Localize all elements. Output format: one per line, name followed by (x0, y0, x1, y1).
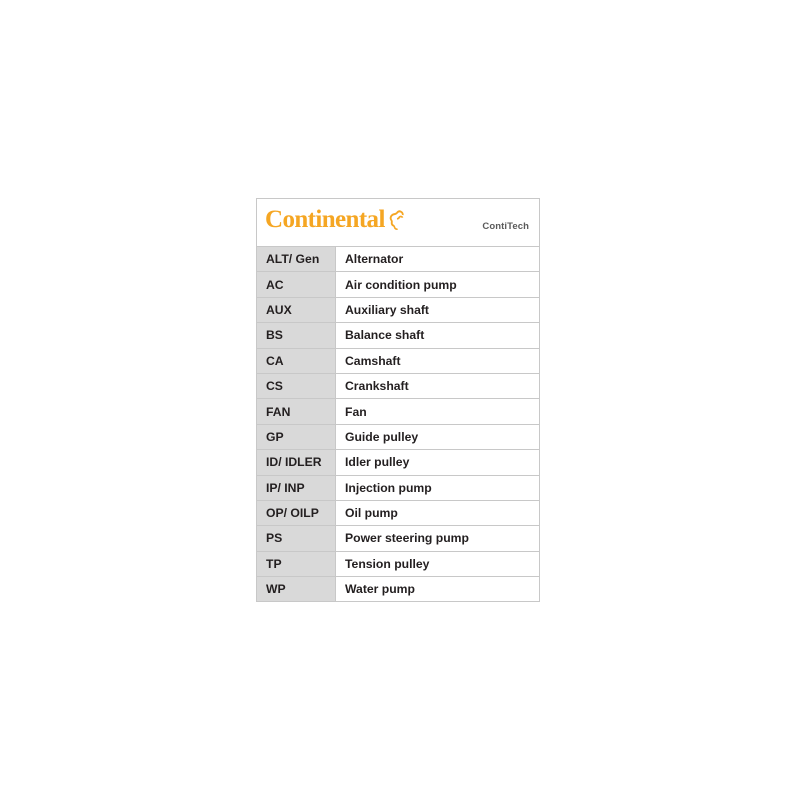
brand-name: Continental (265, 206, 385, 233)
legend-table-body (257, 247, 540, 602)
legend-card (256, 198, 540, 602)
table-row (257, 500, 540, 525)
row-abbr: AUX (257, 297, 336, 322)
row-abbr: CS (257, 373, 336, 398)
row-desc: Oil pump (336, 500, 540, 525)
brand-logo (265, 207, 407, 232)
row-abbr: FAN (257, 399, 336, 424)
row-desc: Idler pulley (336, 450, 540, 475)
row-desc: Water pump (336, 577, 540, 602)
legend-header (256, 198, 540, 246)
table-row (257, 424, 540, 449)
table-row (257, 272, 540, 297)
brand-sub-name: ContiTech (482, 221, 529, 232)
table-row (257, 475, 540, 500)
row-desc: Tension pulley (336, 551, 540, 576)
table-row (257, 450, 540, 475)
table-row (257, 373, 540, 398)
row-abbr: AC (257, 272, 336, 297)
row-desc: Air condition pump (336, 272, 540, 297)
row-desc: Injection pump (336, 475, 540, 500)
row-abbr: TP (257, 551, 336, 576)
legend-table (256, 246, 540, 602)
row-desc: Auxiliary shaft (336, 297, 540, 322)
row-abbr: GP (257, 424, 336, 449)
continental-horse-icon (387, 209, 407, 231)
table-row (257, 348, 540, 373)
table-row (257, 526, 540, 551)
row-abbr: OP/ OILP (257, 500, 336, 525)
row-abbr: ID/ IDLER (257, 450, 336, 475)
row-desc: Crankshaft (336, 373, 540, 398)
row-desc: Guide pulley (336, 424, 540, 449)
row-desc: Alternator (336, 247, 540, 272)
table-row (257, 247, 540, 272)
row-abbr: CA (257, 348, 336, 373)
row-abbr: PS (257, 526, 336, 551)
table-row (257, 551, 540, 576)
table-row (257, 323, 540, 348)
row-abbr: IP/ INP (257, 475, 336, 500)
row-desc: Camshaft (336, 348, 540, 373)
table-row (257, 297, 540, 322)
row-abbr: WP (257, 577, 336, 602)
row-abbr: BS (257, 323, 336, 348)
row-desc: Balance shaft (336, 323, 540, 348)
row-abbr: ALT/ Gen (257, 247, 336, 272)
table-row (257, 399, 540, 424)
row-desc: Power steering pump (336, 526, 540, 551)
row-desc: Fan (336, 399, 540, 424)
table-row (257, 577, 540, 602)
